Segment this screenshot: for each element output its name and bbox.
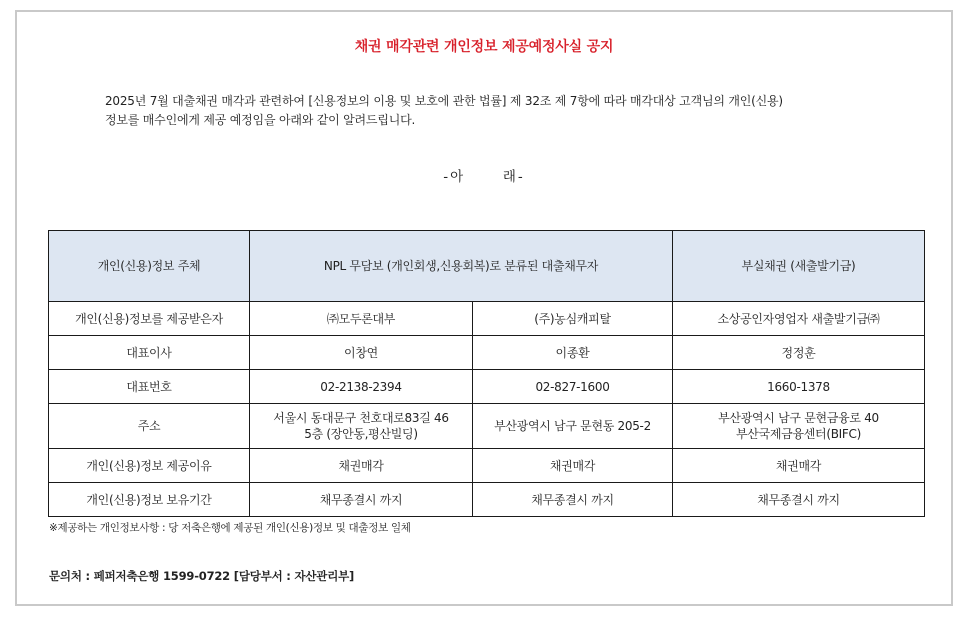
table-cell: 채권매각 [250, 449, 473, 483]
disclosure-table [48, 230, 925, 517]
section-heading: -아 래- [443, 169, 525, 185]
table-row [49, 370, 925, 404]
row-label: 대표번호 [49, 370, 250, 404]
row-label: 개인(신용)정보를 제공받은자 [49, 302, 250, 336]
table-cell: 채권매각 [473, 449, 673, 483]
address-line: 5층 (장안동,평산빌딩) [304, 427, 418, 441]
notice-title: 채권 매각관련 개인정보 제공예정사실 공지 [354, 39, 614, 55]
table-row [49, 336, 925, 370]
row-label: 주소 [49, 404, 250, 449]
table-cell: 채무종결시 까지 [250, 483, 473, 517]
row-label: 개인(신용)정보 보유기간 [49, 483, 250, 517]
header-subject: 개인(신용)정보 주체 [49, 231, 250, 302]
row-label: 개인(신용)정보 제공이유 [49, 449, 250, 483]
table-cell: 02-827-1600 [473, 370, 673, 404]
header-bad-debt: 부실채권 (새출발기금) [673, 231, 925, 302]
intro-line-1: 2025년 7월 대출채권 매각과 관련하여 [신용정보의 이용 및 보호에 관한 법률] 제 32조 제 7항에 따라 매각대상 고객님의 개인(신용) [105, 94, 783, 108]
table-cell: 1660-1378 [673, 370, 925, 404]
table-row [49, 483, 925, 517]
table-cell: ㈜모두론대부 [250, 302, 473, 336]
address-line: 부산광역시 남구 문현금융로 40 [718, 411, 879, 425]
row-label: 대표이사 [49, 336, 250, 370]
header-npl: NPL 무담보 (개인회생,신용회복)로 분류된 대출채무자 [250, 231, 673, 302]
table-cell: 이창연 [250, 336, 473, 370]
table-row [49, 302, 925, 336]
table-cell: 02-2138-2394 [250, 370, 473, 404]
table-cell: 부산광역시 남구 문현동 205-2 [473, 404, 673, 449]
table-cell: 채무종결시 까지 [673, 483, 925, 517]
intro-line-2: 정보를 매수인에게 제공 예정임을 아래와 같이 알려드립니다. [105, 113, 416, 127]
table-cell [673, 404, 925, 449]
table-cell: 이종환 [473, 336, 673, 370]
table-row [49, 449, 925, 483]
table-row [49, 404, 925, 449]
notice-intro [105, 92, 895, 130]
address-line: 서울시 동대문구 천호대로83길 46 [273, 411, 449, 425]
table-cell [250, 404, 473, 449]
table-cell: 소상공인자영업자 새출발기금㈜ [673, 302, 925, 336]
table-cell: (주)농심캐피탈 [473, 302, 673, 336]
notice-frame [15, 10, 953, 606]
table-cell: 정정훈 [673, 336, 925, 370]
table-header-row [49, 231, 925, 302]
footnote: ※제공하는 개인정보사항 : 당 저축은행에 제공된 개인(신용)정보 및 대출정보 일체 [49, 522, 411, 534]
table-cell: 채무종결시 까지 [473, 483, 673, 517]
contact-info: 문의처 : 페퍼저축은행 1599-0722 [담당부서 : 자산관리부] [49, 569, 355, 583]
address-line: 부산국제금융센터(BIFC) [736, 427, 861, 441]
table-cell: 채권매각 [673, 449, 925, 483]
